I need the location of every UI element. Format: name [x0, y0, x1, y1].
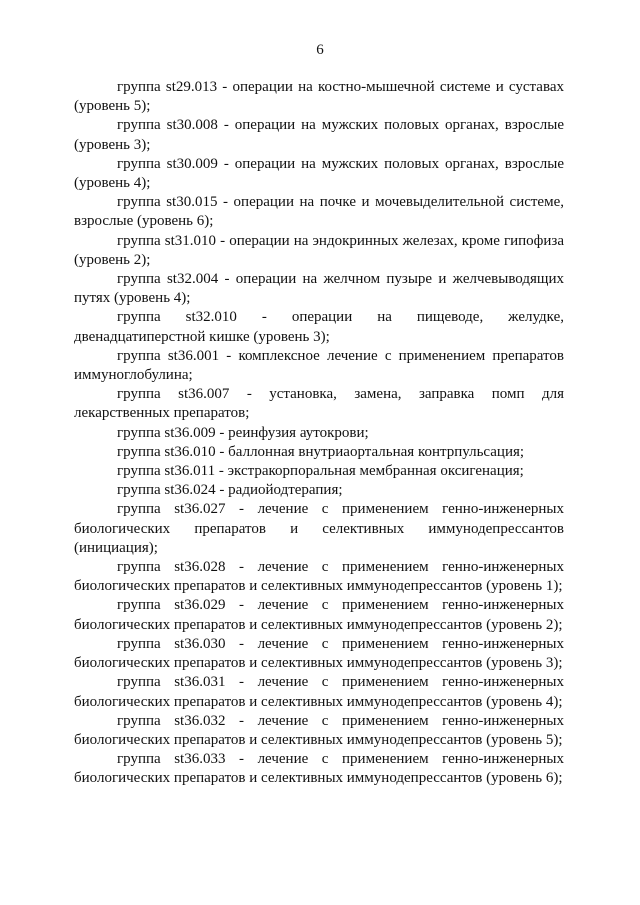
list-item: группа st36.030 - лечение с применением генно-инженерных биологических препаратов и селективных иммунодепрессантов (уровень 3); [74, 635, 564, 672]
list-item: группа st30.009 - операции на мужских половых органах, взрослые (уровень 4); [74, 155, 564, 192]
list-item: группа st36.001 - комплексное лечение с применением препаратов иммуноглобулина; [74, 347, 564, 384]
list-item: группа st31.010 - операции на эндокринных железах, кроме гипофиза (уровень 2); [74, 232, 564, 268]
list-item: группа st36.029 - лечение с применением генно-инженерных биологических препаратов и селективных иммунодепрессантов (уровень 2); [74, 597, 564, 633]
list-item: группа st36.033 - лечение с применением генно-инженерных биологических препаратов и селективных иммунодепрессантов (уровень 6); [74, 751, 564, 787]
list-item: группа st36.010 - баллонная внутриаортальная контрпульсация; [117, 443, 525, 460]
list-item: группа st32.010 - операции на пищеводе, желудке, двенадцатиперстной кишке (уровень 3); [74, 309, 564, 345]
list-item: группа st32.004 - операции на желчном пузыре и желчевыводящих путях (уровень 4); [74, 271, 564, 307]
list-item: группа st29.013 - операции на костно-мышечной системе и суставах (уровень 5); [74, 79, 564, 115]
list-item: группа st36.024 - радиойодтерапия; [117, 482, 343, 499]
list-item: группа st36.011 - экстракорпоральная мембранная оксигенация; [117, 463, 524, 480]
list-item: группа st36.027 - лечение с применением генно-инженерных биологических препаратов и селективных иммунодепрессантов (инициация); [74, 501, 564, 556]
document-body [74, 78, 564, 789]
list-item: группа st36.028 - лечение с применением генно-инженерных биологических препаратов и селективных иммунодепрессантов (уровень 1); [74, 559, 564, 595]
page-number: 6 [316, 42, 324, 58]
list-item: группа st30.015 - операции на почке и мочевыделительной системе, взрослые (уровень 6); [74, 194, 564, 230]
list-item: группа st36.031 - лечение с применением генно-инженерных биологических препаратов и селективных иммунодепрессантов (уровень 4); [74, 674, 564, 710]
list-item: группа st36.009 - реинфузия аутокрови; [117, 424, 369, 441]
list-item: группа st36.007 - установка, замена, заправка помп для лекарственных препаратов; [74, 386, 564, 422]
list-item: группа st30.008 - операции на мужских половых органах, взрослые (уровень 3); [74, 117, 564, 153]
list-item: группа st36.032 - лечение с применением генно-инженерных биологических препаратов и селективных иммунодепрессантов (уровень 5); [74, 712, 564, 748]
